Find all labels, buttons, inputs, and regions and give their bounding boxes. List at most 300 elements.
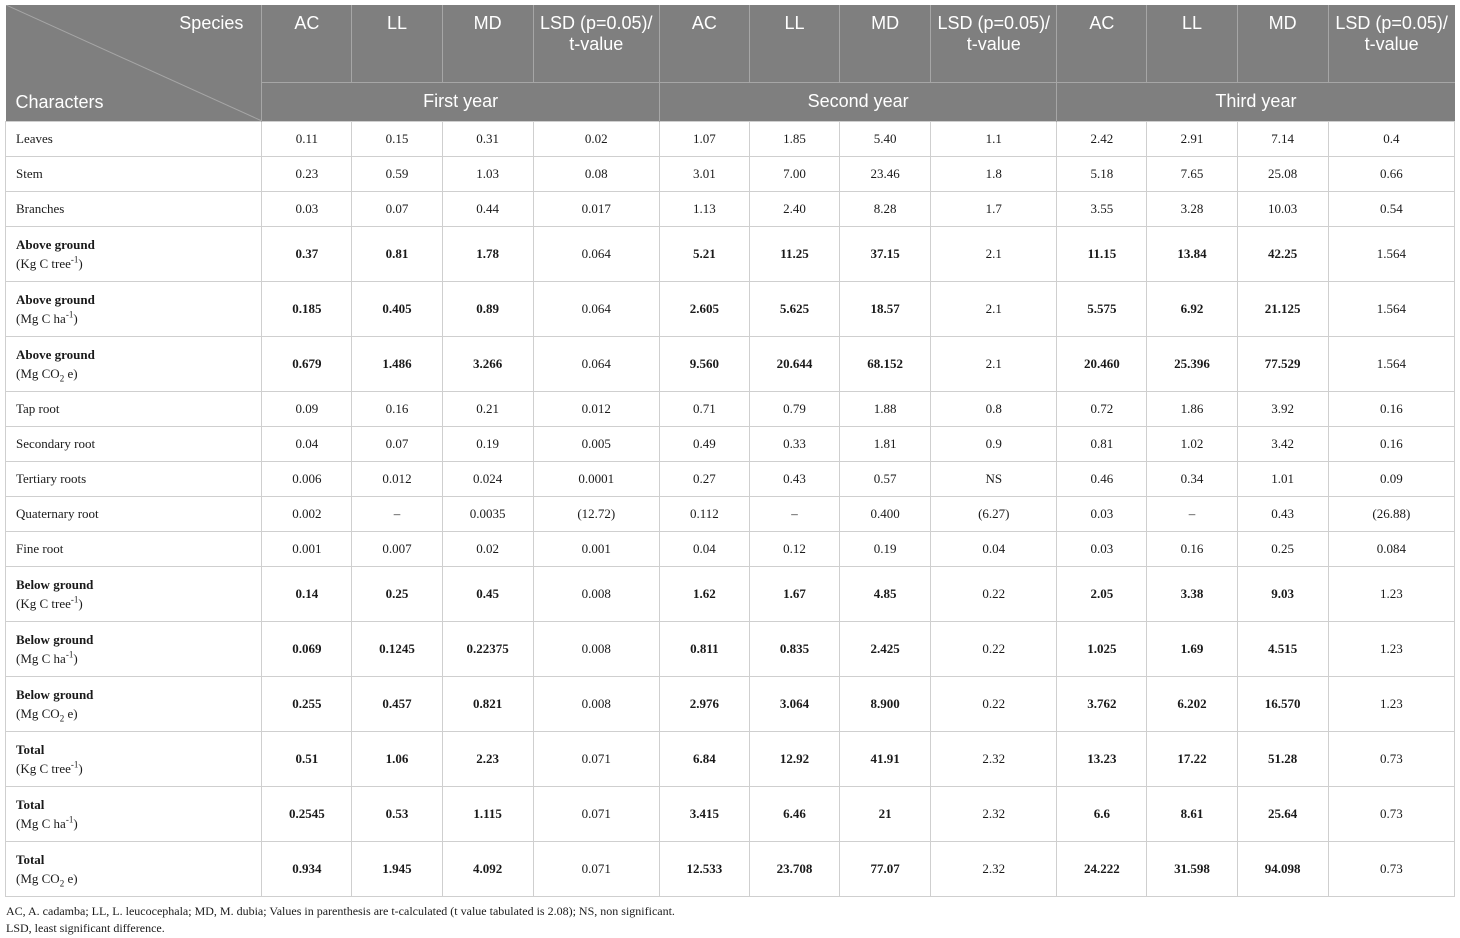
value-cell: 0.934: [262, 841, 352, 896]
lsd-cell: 0.008: [533, 621, 659, 676]
value-cell: 0.112: [659, 496, 749, 531]
row-unit-subscript: 2: [59, 713, 65, 724]
value-cell: 0.400: [840, 496, 931, 531]
row-unit: [16, 870, 78, 889]
value-cell: 41.91: [840, 731, 931, 786]
lsd-cell: 1.23: [1328, 676, 1454, 731]
value-cell: 0.03: [262, 191, 352, 226]
lsd-cell: 0.005: [533, 426, 659, 461]
row-label-text: Below ground: [16, 686, 94, 702]
value-cell: 0.03: [1057, 531, 1147, 566]
column-header-ac: AC: [1057, 5, 1147, 82]
value-cell: 1.88: [840, 391, 931, 426]
column-header-ll: LL: [352, 5, 442, 82]
lsd-cell: 1.7: [931, 191, 1057, 226]
value-cell: 0.255: [262, 676, 352, 731]
value-cell: 17.22: [1147, 731, 1237, 786]
lsd-cell: 1.23: [1328, 566, 1454, 621]
row-label: [6, 566, 262, 621]
value-cell: 9.560: [659, 336, 749, 391]
value-cell: 0.07: [352, 191, 442, 226]
row-unit-text: (Mg CO: [16, 705, 60, 721]
footnote-abbreviations: AC, A. cadamba; LL, L. leucocephala; MD, M. dubia; Values in parenthesis are t-calculated (t value tabulated is 2.08); NS, non significant.: [6, 903, 675, 918]
value-cell: 2.05: [1057, 566, 1147, 621]
lsd-cell: 2.1: [931, 336, 1057, 391]
lsd-cell: 0.66: [1328, 156, 1454, 191]
value-cell: 0.024: [442, 461, 533, 496]
row-unit-text: (Mg C ha: [16, 650, 66, 666]
lsd-cell: 0.9: [931, 426, 1057, 461]
value-cell: 0.012: [352, 461, 442, 496]
value-cell: 21: [840, 786, 931, 841]
value-cell: 0.79: [749, 391, 839, 426]
lsd-cell: 0.4: [1328, 121, 1454, 156]
table-row: [6, 426, 1455, 461]
value-cell: 1.486: [352, 336, 442, 391]
value-cell: 0.811: [659, 621, 749, 676]
row-unit: [16, 596, 83, 611]
value-cell: 0.27: [659, 461, 749, 496]
value-cell: 25.64: [1237, 786, 1328, 841]
value-cell: 10.03: [1237, 191, 1328, 226]
value-cell: 5.625: [749, 281, 839, 336]
species-label: Species: [179, 13, 244, 33]
value-cell: 0.11: [262, 121, 352, 156]
row-label: [6, 336, 262, 391]
row-unit-text: (Mg C ha: [16, 815, 66, 831]
row-label-text: Below ground: [16, 631, 94, 647]
value-cell: 7.65: [1147, 156, 1237, 191]
value-cell: 4.515: [1237, 621, 1328, 676]
value-cell: 2.42: [1057, 121, 1147, 156]
column-header-lsd: LSD (p=0.05)/ t-value: [931, 5, 1057, 82]
carbon-stock-table: [5, 5, 1455, 897]
value-cell: 8.900: [840, 676, 931, 731]
value-cell: 2.40: [749, 191, 839, 226]
lsd-cell: 0.04: [931, 531, 1057, 566]
column-header-ac: AC: [659, 5, 749, 82]
lsd-cell: 0.0001: [533, 461, 659, 496]
table-row: [6, 226, 1455, 281]
row-label-text: Branches: [16, 201, 65, 216]
value-cell: 51.28: [1237, 731, 1328, 786]
column-header-lsd: LSD (p=0.05)/ t-value: [533, 5, 659, 82]
value-cell: 23.46: [840, 156, 931, 191]
value-cell: 37.15: [840, 226, 931, 281]
value-cell: 0.81: [1057, 426, 1147, 461]
row-unit-text: (Mg CO: [16, 365, 60, 381]
row-label-text: Above ground: [16, 291, 95, 307]
row-label: [6, 121, 262, 156]
row-label: [6, 676, 262, 731]
lsd-cell: 0.064: [533, 281, 659, 336]
lsd-cell: 1.1: [931, 121, 1057, 156]
value-cell: 0.19: [840, 531, 931, 566]
value-cell: 0.53: [352, 786, 442, 841]
row-unit: [16, 705, 78, 724]
footnote-lsd: LSD, least significant difference.: [6, 920, 165, 935]
value-cell: 0.44: [442, 191, 533, 226]
value-cell: 4.85: [840, 566, 931, 621]
lsd-cell: 1.564: [1328, 226, 1454, 281]
row-label: [6, 786, 262, 841]
value-cell: 2.91: [1147, 121, 1237, 156]
value-cell: 12.533: [659, 841, 749, 896]
value-cell: 23.708: [749, 841, 839, 896]
value-cell: 0.81: [352, 226, 442, 281]
value-cell: 0.23: [262, 156, 352, 191]
table-row: [6, 281, 1455, 336]
value-cell: 0.43: [1237, 496, 1328, 531]
row-unit-close: ): [78, 595, 83, 611]
value-cell: 0.25: [1237, 531, 1328, 566]
row-label: [6, 426, 262, 461]
value-cell: 1.67: [749, 566, 839, 621]
row-unit-close: ): [73, 310, 78, 326]
value-cell: –: [749, 496, 839, 531]
row-unit-subscript: 2: [59, 373, 65, 384]
value-cell: 1.85: [749, 121, 839, 156]
row-label-text: Leaves: [16, 131, 53, 146]
row-unit-superscript: -1: [65, 649, 74, 660]
lsd-cell: 0.73: [1328, 841, 1454, 896]
row-unit-close: ): [78, 760, 83, 776]
value-cell: 94.098: [1237, 841, 1328, 896]
value-cell: 5.575: [1057, 281, 1147, 336]
lsd-cell: 0.02: [533, 121, 659, 156]
value-cell: 8.61: [1147, 786, 1237, 841]
row-unit-subscript: 2: [59, 878, 65, 889]
row-unit-text: (Kg C tree: [16, 760, 71, 776]
value-cell: 0.001: [262, 531, 352, 566]
value-cell: 11.25: [749, 226, 839, 281]
table-row: [6, 731, 1455, 786]
table-row: [6, 676, 1455, 731]
column-header-ac: AC: [262, 5, 352, 82]
value-cell: 3.92: [1237, 391, 1328, 426]
value-cell: 18.57: [840, 281, 931, 336]
value-cell: 0.19: [442, 426, 533, 461]
year-header-third: Third year: [1057, 82, 1455, 121]
row-label-text: Above ground: [16, 346, 95, 362]
lsd-cell: 0.22: [931, 566, 1057, 621]
table-row: [6, 156, 1455, 191]
lsd-cell: 1.564: [1328, 336, 1454, 391]
value-cell: 68.152: [840, 336, 931, 391]
value-cell: 1.06: [352, 731, 442, 786]
value-cell: 0.1245: [352, 621, 442, 676]
lsd-cell: 0.017: [533, 191, 659, 226]
lsd-cell: 0.084: [1328, 531, 1454, 566]
column-header-ll: LL: [749, 5, 839, 82]
value-cell: 0.46: [1057, 461, 1147, 496]
column-header-md: MD: [840, 5, 931, 82]
row-unit-superscript: -1: [65, 814, 74, 825]
value-cell: 0.679: [262, 336, 352, 391]
row-unit-superscript: -1: [70, 759, 79, 770]
value-cell: 0.2545: [262, 786, 352, 841]
value-cell: 0.33: [749, 426, 839, 461]
row-unit: [16, 256, 83, 271]
value-cell: 3.38: [1147, 566, 1237, 621]
table-row: [6, 786, 1455, 841]
value-cell: 0.37: [262, 226, 352, 281]
value-cell: 1.01: [1237, 461, 1328, 496]
table-header: [6, 5, 1455, 121]
value-cell: 1.81: [840, 426, 931, 461]
value-cell: 0.821: [442, 676, 533, 731]
row-unit: [16, 761, 83, 776]
value-cell: 0.09: [262, 391, 352, 426]
value-cell: 0.51: [262, 731, 352, 786]
value-cell: 1.13: [659, 191, 749, 226]
value-cell: 0.49: [659, 426, 749, 461]
value-cell: 13.23: [1057, 731, 1147, 786]
lsd-cell: 0.064: [533, 336, 659, 391]
value-cell: 0.16: [352, 391, 442, 426]
value-cell: 21.125: [1237, 281, 1328, 336]
value-cell: 13.84: [1147, 226, 1237, 281]
value-cell: 3.064: [749, 676, 839, 731]
lsd-cell: 0.73: [1328, 731, 1454, 786]
value-cell: 0.04: [262, 426, 352, 461]
row-unit-close: e): [64, 705, 78, 721]
row-label-text: Quaternary root: [16, 506, 99, 521]
value-cell: 1.69: [1147, 621, 1237, 676]
value-cell: 0.72: [1057, 391, 1147, 426]
lsd-cell: 2.1: [931, 226, 1057, 281]
value-cell: 1.945: [352, 841, 442, 896]
value-cell: 2.425: [840, 621, 931, 676]
lsd-cell: 0.73: [1328, 786, 1454, 841]
column-header-ll: LL: [1147, 5, 1237, 82]
value-cell: 16.570: [1237, 676, 1328, 731]
column-header-md: MD: [1237, 5, 1328, 82]
row-label-text: Tap root: [16, 401, 60, 416]
lsd-cell: 0.09: [1328, 461, 1454, 496]
table-footnotes: [5, 903, 1455, 937]
lsd-cell: 0.16: [1328, 426, 1454, 461]
row-label: [6, 841, 262, 896]
value-cell: 0.04: [659, 531, 749, 566]
value-cell: 1.07: [659, 121, 749, 156]
value-cell: 0.22375: [442, 621, 533, 676]
row-unit: [16, 311, 78, 326]
lsd-cell: 0.012: [533, 391, 659, 426]
value-cell: 0.03: [1057, 496, 1147, 531]
lsd-cell: 1.23: [1328, 621, 1454, 676]
table-row: [6, 566, 1455, 621]
row-label: [6, 156, 262, 191]
lsd-cell: 0.8: [931, 391, 1057, 426]
value-cell: –: [1147, 496, 1237, 531]
value-cell: 1.115: [442, 786, 533, 841]
lsd-cell: 0.22: [931, 621, 1057, 676]
row-unit-close: ): [73, 815, 78, 831]
lsd-cell: 1.8: [931, 156, 1057, 191]
value-cell: 0.14: [262, 566, 352, 621]
row-label: [6, 461, 262, 496]
table-row: [6, 336, 1455, 391]
value-cell: 31.598: [1147, 841, 1237, 896]
row-unit-text: (Kg C tree: [16, 595, 71, 611]
lsd-cell: 0.008: [533, 676, 659, 731]
value-cell: 0.457: [352, 676, 442, 731]
lsd-cell: 2.32: [931, 786, 1057, 841]
value-cell: 0.21: [442, 391, 533, 426]
row-unit-close: ): [73, 650, 78, 666]
year-header-first: First year: [262, 82, 660, 121]
lsd-cell: 0.008: [533, 566, 659, 621]
row-label: [6, 281, 262, 336]
value-cell: 0.15: [352, 121, 442, 156]
value-cell: 0.185: [262, 281, 352, 336]
value-cell: 7.00: [749, 156, 839, 191]
column-header-lsd: LSD (p=0.05)/ t-value: [1328, 5, 1454, 82]
value-cell: 1.025: [1057, 621, 1147, 676]
table-container: [5, 5, 1455, 937]
value-cell: 0.12: [749, 531, 839, 566]
value-cell: 77.07: [840, 841, 931, 896]
value-cell: 0.007: [352, 531, 442, 566]
value-cell: 3.28: [1147, 191, 1237, 226]
year-header-second: Second year: [659, 82, 1057, 121]
value-cell: 6.84: [659, 731, 749, 786]
value-cell: 0.31: [442, 121, 533, 156]
lsd-cell: 0.064: [533, 226, 659, 281]
row-unit-close: e): [64, 365, 78, 381]
value-cell: 0.07: [352, 426, 442, 461]
value-cell: 3.266: [442, 336, 533, 391]
value-cell: 25.396: [1147, 336, 1237, 391]
lsd-cell: 0.071: [533, 731, 659, 786]
row-label-text: Stem: [16, 166, 43, 181]
value-cell: 0.43: [749, 461, 839, 496]
value-cell: 0.25: [352, 566, 442, 621]
row-label-text: Total: [16, 741, 45, 757]
row-label-text: Total: [16, 796, 45, 812]
value-cell: 25.08: [1237, 156, 1328, 191]
value-cell: 11.15: [1057, 226, 1147, 281]
value-cell: 5.21: [659, 226, 749, 281]
value-cell: 2.23: [442, 731, 533, 786]
value-cell: 5.40: [840, 121, 931, 156]
column-header-md: MD: [442, 5, 533, 82]
lsd-cell: (6.27): [931, 496, 1057, 531]
lsd-cell: 0.16: [1328, 391, 1454, 426]
value-cell: 12.92: [749, 731, 839, 786]
table-row: [6, 191, 1455, 226]
row-label-text: Secondary root: [16, 436, 96, 451]
row-label-text: Below ground: [16, 576, 94, 592]
value-cell: 0.16: [1147, 531, 1237, 566]
value-cell: 3.762: [1057, 676, 1147, 731]
row-unit-superscript: -1: [70, 594, 79, 605]
value-cell: 0.59: [352, 156, 442, 191]
row-unit-close: ): [78, 255, 83, 271]
value-cell: 8.28: [840, 191, 931, 226]
value-cell: 20.644: [749, 336, 839, 391]
value-cell: 0.34: [1147, 461, 1237, 496]
row-unit-superscript: -1: [70, 254, 79, 265]
value-cell: 2.976: [659, 676, 749, 731]
row-unit-text: (Mg C ha: [16, 310, 66, 326]
value-cell: 1.78: [442, 226, 533, 281]
table-body: [6, 121, 1455, 896]
value-cell: 0.71: [659, 391, 749, 426]
value-cell: 0.002: [262, 496, 352, 531]
value-cell: 0.02: [442, 531, 533, 566]
value-cell: 7.14: [1237, 121, 1328, 156]
value-cell: 3.42: [1237, 426, 1328, 461]
value-cell: 0.0035: [442, 496, 533, 531]
row-unit-close: e): [64, 870, 78, 886]
value-cell: 1.02: [1147, 426, 1237, 461]
row-unit-text: (Mg CO: [16, 870, 60, 886]
value-cell: 6.6: [1057, 786, 1147, 841]
value-cell: 0.405: [352, 281, 442, 336]
row-unit: [16, 651, 78, 666]
row-label-text: Above ground: [16, 236, 95, 252]
table-row: [6, 531, 1455, 566]
value-cell: 0.57: [840, 461, 931, 496]
lsd-cell: 0.001: [533, 531, 659, 566]
value-cell: 9.03: [1237, 566, 1328, 621]
value-cell: 2.605: [659, 281, 749, 336]
value-cell: 3.01: [659, 156, 749, 191]
lsd-cell: 1.564: [1328, 281, 1454, 336]
lsd-cell: NS: [931, 461, 1057, 496]
lsd-cell: 0.071: [533, 786, 659, 841]
row-label-text: Fine root: [16, 541, 64, 556]
value-cell: 3.415: [659, 786, 749, 841]
table-row: [6, 841, 1455, 896]
table-row: [6, 621, 1455, 676]
row-unit-text: (Kg C tree: [16, 255, 71, 271]
value-cell: 3.55: [1057, 191, 1147, 226]
row-unit-superscript: -1: [65, 309, 74, 320]
lsd-cell: (12.72): [533, 496, 659, 531]
lsd-cell: 2.32: [931, 731, 1057, 786]
value-cell: 6.202: [1147, 676, 1237, 731]
value-cell: 77.529: [1237, 336, 1328, 391]
value-cell: 24.222: [1057, 841, 1147, 896]
lsd-cell: (26.88): [1328, 496, 1454, 531]
lsd-cell: 0.071: [533, 841, 659, 896]
row-label: [6, 391, 262, 426]
value-cell: 0.006: [262, 461, 352, 496]
table-row: [6, 461, 1455, 496]
value-cell: 4.092: [442, 841, 533, 896]
row-label: [6, 621, 262, 676]
characters-label: Characters: [15, 91, 104, 112]
value-cell: 42.25: [1237, 226, 1328, 281]
table-row: [6, 496, 1455, 531]
value-cell: 6.46: [749, 786, 839, 841]
value-cell: 1.62: [659, 566, 749, 621]
row-label: [6, 191, 262, 226]
row-label: [6, 531, 262, 566]
value-cell: 0.069: [262, 621, 352, 676]
row-label: [6, 226, 262, 281]
lsd-cell: 0.22: [931, 676, 1057, 731]
row-label: [6, 496, 262, 531]
value-cell: 20.460: [1057, 336, 1147, 391]
row-label: [6, 731, 262, 786]
row-unit: [16, 365, 78, 384]
value-cell: 1.03: [442, 156, 533, 191]
table-row: [6, 121, 1455, 156]
